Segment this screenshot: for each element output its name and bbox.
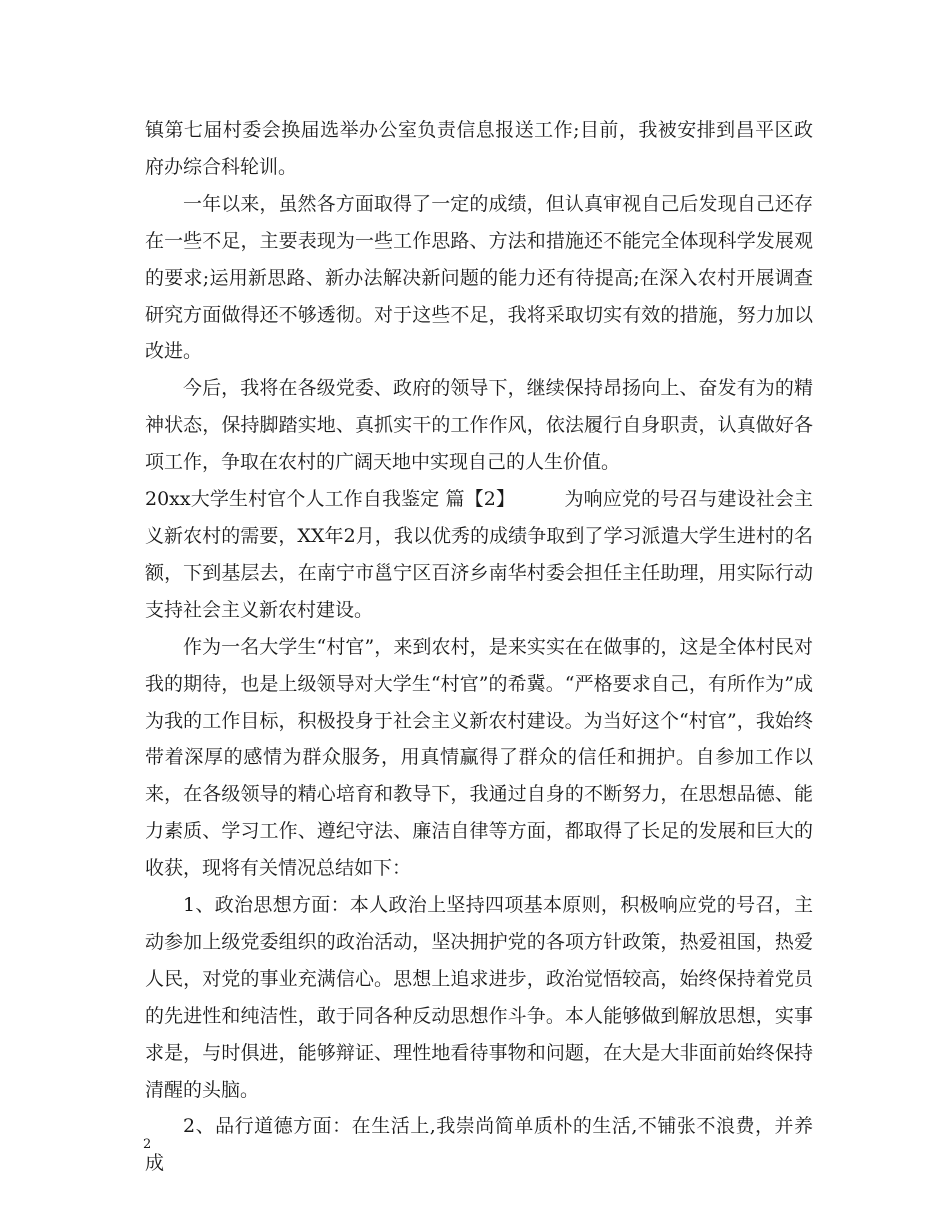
- heading-gap: [515, 488, 564, 510]
- paragraph: 镇第七届村委会换届选举办公室负责信息报送工作;目前，我被安排到昌平区政府办综合科轮训。: [145, 119, 813, 178]
- section-heading: 20xx大学生村官个人工作自我鉴定 篇【2】: [145, 488, 516, 511]
- paragraph: 今后，我将在各级党委、政府的领导下，继续保持昂扬向上、奋发有为的精神状态，保持脚踏实地、真抓实干的工作作风，依法履行自身职责，认真做好各项工作，争取在农村的广阔天地中实现自己的人生价值。: [145, 377, 813, 474]
- paragraph: 1、政治思想方面：本人政治上坚持四项基本原则，积极响应党的号召，主动参加上级党委组织的政治活动，坚决拥护党的各项方针政策，热爱祖国，热爱人民，对党的事业充满信心。思想上追求进步，政治觉悟较高，始终保持着党员的先进性和纯洁性，敢于同各种反动思想作斗争。本人能够做到解放思想，实事求是，与时俱进，能够辩证、理性地看待事物和问题，在大是大非面前始终保持清醒的头脑。: [145, 894, 813, 1101]
- paragraph-text: 为响应党的号召与建设社会主义新农村的需要，XX年2月，我以优秀的成绩争取到了学习派遣大学生进村的名额，下到基层去，在南宁市邕宁区百济乡南华村委会担任主任助理，用实际行动支持社会主义新农村建设。: [145, 488, 813, 621]
- paragraph: 2、品行道德方面：在生活上,我崇尚简单质朴的生活,不铺张不浪费，并养成: [145, 1115, 813, 1175]
- page-number: 2: [143, 1137, 152, 1152]
- section-heading-paragraph: [145, 481, 813, 629]
- paragraph: 作为一名大学生“村官”，来到农村，是来实实在在做事的，这是全体村民对我的期待，也是上级领导对大学生“村官”的希冀。“严格要求自己，有所作为”成为我的工作目标，积极投身于社会主义新农村建设。为当好这个“村官”，我始终带着深厚的感情为群众服务，用真情赢得了群众的信任和拥护。自参加工作以来，在各级领导的精心培育和教导下，我通过自身的不断努力，在思想品德、能力素质、学习工作、遵纪守法、廉洁自律等方面，都取得了长足的发展和巨大的收获，现将有关情况总结如下：: [145, 635, 813, 880]
- document-body: [145, 112, 813, 1182]
- paragraph: 一年以来，虽然各方面取得了一定的成绩，但认真审视自己后发现自己还存在一些不足，主要表现为一些工作思路、方法和措施还不能完全体现科学发展观的要求;运用新思路、新办法解决新问题的能力还有待提高;在深入农村开展调查研究方面做得还不够透彻。对于这些不足，我将采取切实有效的措施，努力加以改进。: [145, 192, 813, 363]
